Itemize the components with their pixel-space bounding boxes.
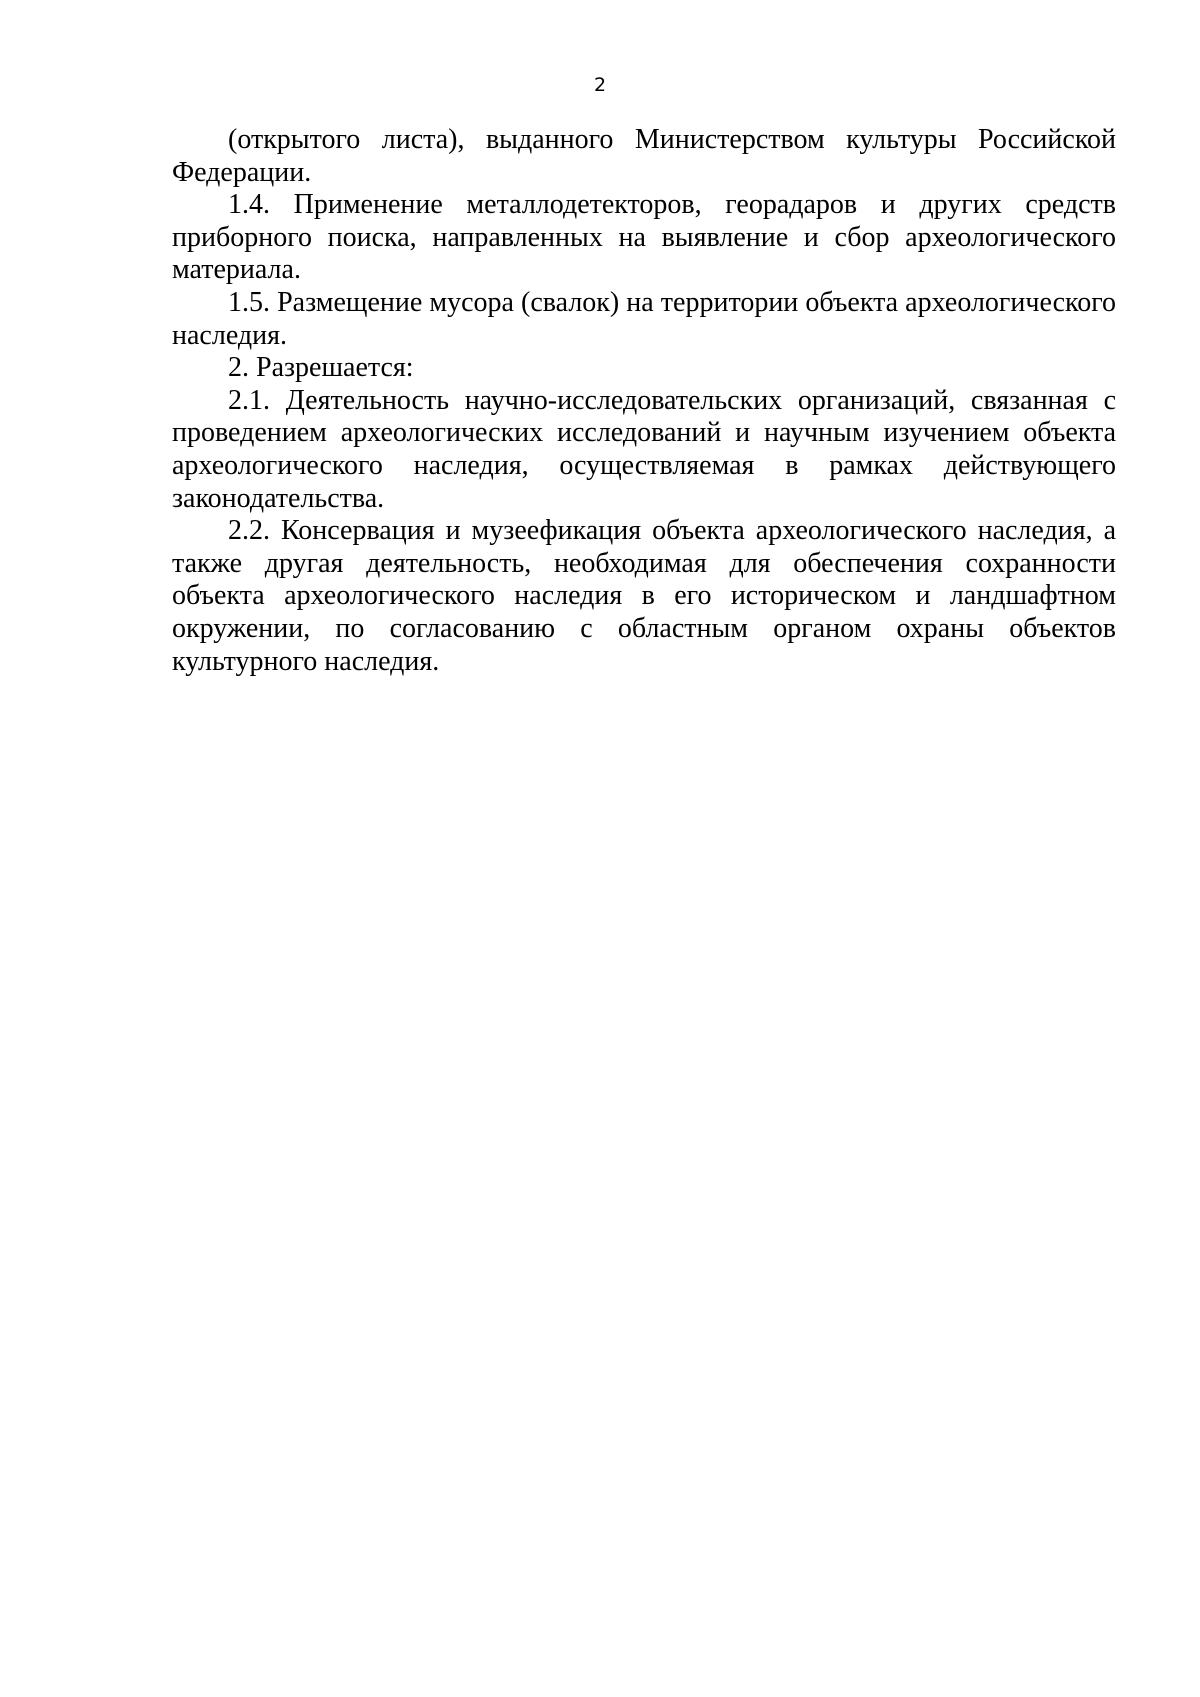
paragraph-continuation: (открытого листа), выданного Министерством культуры Российской Федерации.: [172, 124, 1116, 188]
paragraph-2: 2. Разрешается:: [228, 352, 414, 384]
paragraph-1-4: 1.4. Применение металлодетекторов, георадаров и других средств приборного поиска, направленных на выявление и сбор археологического материала.: [172, 189, 1116, 286]
paragraph-1-5: 1.5. Размещение мусора (свалок) на территории объекта археологического наследия.: [172, 286, 1116, 351]
page-number: 2: [593, 74, 607, 96]
document-body: [172, 124, 1116, 678]
paragraph-2-1: 2.1. Деятельность научно-исследовательских организаций, связанная с проведением археологических исследований и научным изучением объекта археологического наследия, осуществляемая в рамках действующего законодательства.: [172, 384, 1116, 514]
paragraph-2-2: 2.2. Консервация и музеефикация объекта археологического наследия, а также другая деятельность, необходимая для обеспечения сохранности объекта археологического наследия в его историческом и ландшафтном окружении, по согласованию с областным органом охраны объектов культурного наследия.: [172, 515, 1116, 677]
